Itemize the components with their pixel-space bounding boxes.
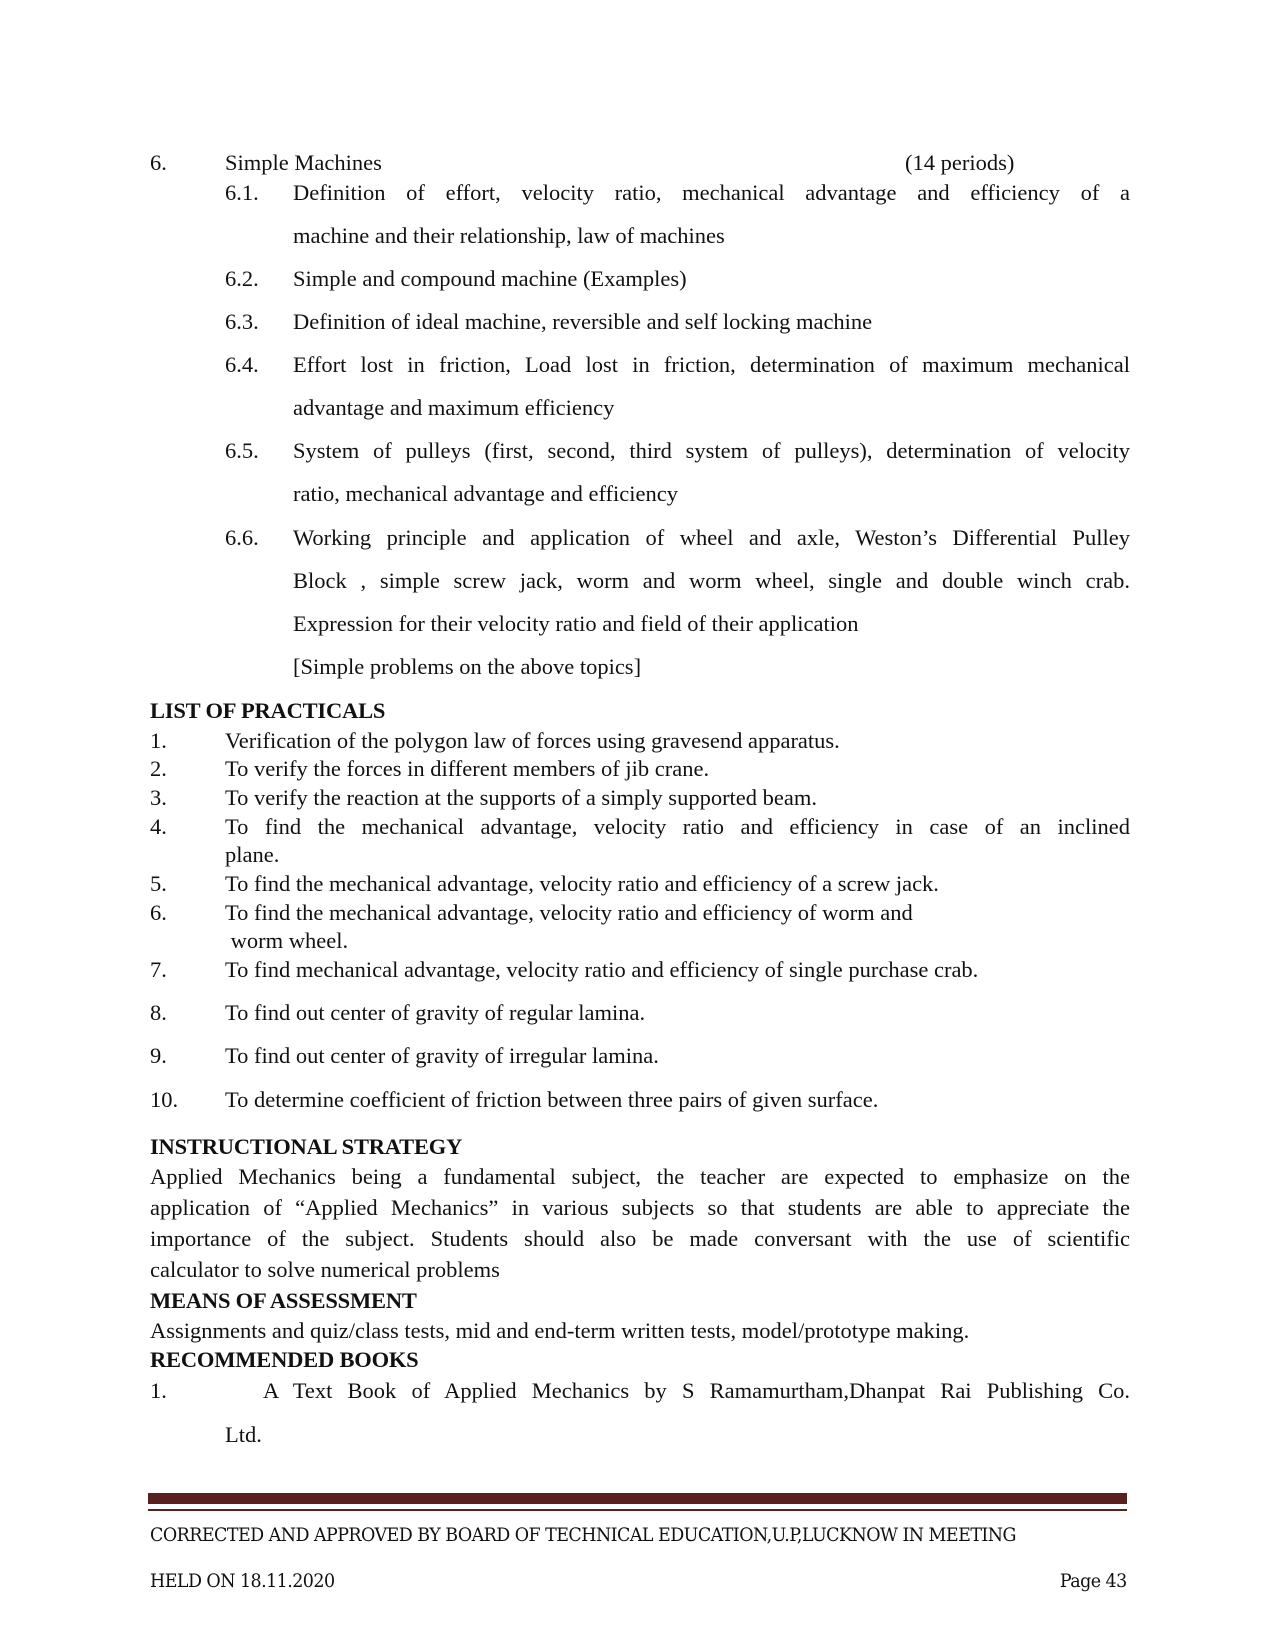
assessment-text: Assignments and quiz/class tests, mid and end-term written tests, model/prototype making. — [150, 1318, 970, 1343]
subitem-line: Definition of ideal machine, reversible and self locking machine — [293, 309, 873, 334]
practical-text: To verify the forces in different members of jib crane. — [225, 756, 710, 781]
subitem-line: machine and their relationship, law of machines — [293, 223, 725, 248]
practical-number: 6. — [150, 900, 167, 925]
assessment-heading: MEANS OF ASSESSMENT — [150, 1288, 417, 1313]
subitem-number: 6.3. — [225, 309, 259, 334]
section-number: 6. — [150, 150, 167, 175]
practical-text: To find the mechanical advantage, velocity ratio and efficiency in case of an inclined — [225, 814, 1130, 839]
subitem-number: 6.2. — [225, 266, 259, 291]
subitem-number: 6.1. — [225, 180, 259, 205]
footer-approval-line: CORRECTED AND APPROVED BY BOARD OF TECHNICAL EDUCATION,U.P,LUCKNOW IN MEETING — [150, 1524, 1016, 1546]
practical-text: To verify the reaction at the supports of a simply supported beam. — [225, 785, 818, 810]
books-heading: RECOMMENDED BOOKS — [150, 1347, 419, 1372]
practical-number: 10. — [150, 1087, 179, 1112]
practical-text: To find the mechanical advantage, velocity ratio and efficiency of worm and — [225, 900, 913, 925]
practical-text: To find the mechanical advantage, velocity ratio and efficiency of a screw jack. — [225, 871, 939, 896]
subitem-number: 6.6. — [225, 525, 259, 550]
practical-number: 9. — [150, 1043, 167, 1068]
practical-number: 8. — [150, 1000, 167, 1025]
practical-text: Verification of the polygon law of forces using gravesend apparatus. — [225, 728, 840, 753]
book-text: A Text Book of Applied Mechanics by S Ramamurtham,Dhanpat Rai Publishing Co. — [263, 1378, 1130, 1403]
subitem-line: Working principle and application of wheel and axle, Weston’s Differential Pulley — [293, 525, 1130, 550]
practical-number: 5. — [150, 871, 167, 896]
subitem-line: Block , simple screw jack, worm and worm wheel, single and double winch crab. — [293, 568, 1130, 593]
strategy-line: calculator to solve numerical problems — [150, 1257, 500, 1282]
practical-number: 3. — [150, 785, 167, 810]
practicals-heading: LIST OF PRACTICALS — [150, 698, 386, 723]
strategy-line: application of “Applied Mechanics” in various subjects so that students are able to appreciate the — [150, 1195, 1130, 1220]
section-title: Simple Machines — [225, 150, 382, 175]
footer-rule-thin — [148, 1509, 1127, 1511]
practical-number: 2. — [150, 756, 167, 781]
practical-number: 7. — [150, 957, 167, 982]
strategy-line: importance of the subject. Students should also be made conversant with the use of scientific — [150, 1226, 1130, 1251]
practical-number: 1. — [150, 728, 167, 753]
subitem-line: Effort lost in friction, Load lost in friction, determination of maximum mechanical — [293, 352, 1130, 377]
footer-rule-thick — [148, 1493, 1127, 1504]
book-text: Ltd. — [225, 1422, 262, 1447]
practical-text: To determine coefficient of friction between three pairs of given surface. — [225, 1087, 879, 1112]
strategy-line: Applied Mechanics being a fundamental subject, the teacher are expected to emphasize on the — [150, 1164, 1130, 1189]
practical-text: To find out center of gravity of regular lamina. — [225, 1000, 646, 1025]
practical-text: To find out center of gravity of irregular lamina. — [225, 1043, 659, 1068]
subitem-line: Simple and compound machine (Examples) — [293, 266, 687, 291]
practical-number: 4. — [150, 814, 167, 839]
subitem-note: [Simple problems on the above topics] — [293, 654, 642, 679]
subitem-number: 6.4. — [225, 352, 259, 377]
subitem-number: 6.5. — [225, 438, 259, 463]
book-number: 1. — [150, 1378, 167, 1403]
page-number: Page 43 — [1060, 1570, 1127, 1592]
subitem-line: System of pulleys (first, second, third system of pulleys), determination of velocity — [293, 438, 1130, 463]
section-periods: (14 periods) — [905, 150, 1015, 175]
practical-text: worm wheel. — [225, 928, 349, 953]
practical-text: plane. — [225, 842, 280, 867]
strategy-heading: INSTRUCTIONAL STRATEGY — [150, 1134, 463, 1159]
subitem-line: Definition of effort, velocity ratio, mechanical advantage and efficiency of a — [293, 180, 1130, 205]
subitem-line: Expression for their velocity ratio and field of their application — [293, 611, 859, 636]
subitem-line: ratio, mechanical advantage and efficiency — [293, 481, 679, 506]
footer-meeting-date: HELD ON 18.11.2020 — [150, 1570, 335, 1592]
practical-text: To find mechanical advantage, velocity ratio and efficiency of single purchase crab. — [225, 957, 979, 982]
subitem-line: advantage and maximum efficiency — [293, 395, 615, 420]
